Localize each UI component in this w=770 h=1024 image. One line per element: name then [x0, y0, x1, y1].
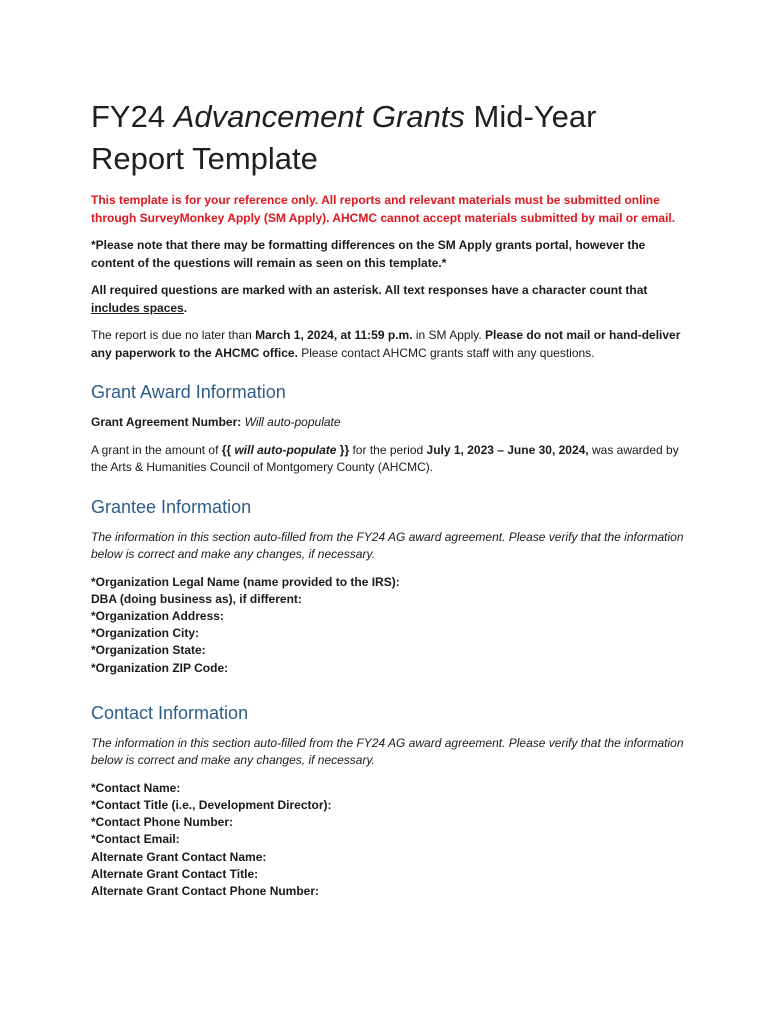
amount-brace-close: }}: [336, 442, 350, 457]
grant-agreement-line: [91, 414, 691, 432]
contact-field: *Contact Email:: [91, 832, 180, 847]
title-italic: Advancement Grants: [173, 99, 465, 134]
grantee-heading: Grantee Information: [91, 496, 252, 517]
required-note-text: All required questions are marked with an asterisk. All text responses have a character count that: [91, 283, 648, 297]
contact-field: Alternate Grant Contact Title:: [91, 866, 259, 881]
contact-field: *Contact Title (i.e., Development Director):: [91, 797, 332, 812]
contact-field: Alternate Grant Contact Phone Number:: [91, 883, 320, 898]
due-text-3: Please contact AHCMC grants staff with any questions.: [297, 345, 595, 360]
grantee-fields: [91, 574, 691, 677]
required-note-underlined: includes spaces: [91, 300, 184, 315]
contact-fields: [91, 780, 691, 900]
submission-notice: This template is for your reference only. All reports and relevant materials must be submitted online through SurveyMonkey Apply (SM Apply). AHCMC cannot accept materials submitted by mail or email.: [91, 193, 676, 225]
amount-brace-open: {{: [221, 442, 235, 457]
amount-period: July 1, 2023 – June 30, 2024,: [426, 442, 589, 457]
due-warning: Please do not mail or hand-deliver any paperwork to the AHCMC office.: [91, 328, 681, 360]
contact-intro: The information in this section auto-filled from the FY24 AG award agreement. Please verify that the information below is correct and make any changes, if necessary.: [91, 735, 684, 768]
title-suffix: Mid-Year Report Template: [91, 99, 597, 176]
required-note-end: .: [183, 300, 188, 315]
grantee-field: *Organization Address:: [91, 608, 224, 623]
grantee-field: *Organization Legal Name (name provided to the IRS):: [91, 574, 400, 589]
document-content: [91, 96, 691, 900]
due-text-1: The report is due no later than: [91, 328, 256, 342]
contact-field: *Contact Phone Number:: [91, 815, 234, 830]
contact-field: *Contact Name:: [91, 780, 181, 795]
grantee-field: *Organization State:: [91, 643, 206, 658]
amount-text-1: A grant in the amount of: [91, 442, 222, 457]
required-note: [91, 282, 691, 317]
grant-award-heading: Grant Award Information: [91, 382, 286, 402]
contact-field: Alternate Grant Contact Name:: [91, 849, 267, 864]
amount-text-2: for the period: [349, 442, 427, 457]
due-deadline: March 1, 2024, at 11:59 p.m.: [255, 328, 413, 342]
due-date-note: [91, 327, 691, 362]
grant-agreement-label: Grant Agreement Number:: [91, 415, 242, 429]
grantee-field: *Organization City:: [91, 626, 200, 641]
contact-heading: Contact Information: [91, 702, 249, 723]
grantee-field: DBA (doing business as), if different:: [91, 591, 302, 606]
amount-text-3: was awarded by the Arts & Humanities Council of Montgomery County (AHCMC).: [91, 442, 679, 474]
amount-placeholder: will auto-populate: [234, 442, 337, 457]
due-text-2: in SM Apply.: [412, 328, 486, 342]
page-title: [91, 96, 691, 180]
grantee-field: *Organization ZIP Code:: [91, 660, 229, 675]
grant-amount-text: [91, 442, 691, 477]
grant-agreement-value: Will auto-populate: [244, 415, 341, 429]
grantee-intro: The information in this section auto-filled from the FY24 AG award agreement. Please verify that the information below is correct and make any changes, if necessary.: [91, 529, 684, 561]
title-prefix: FY24: [91, 99, 174, 134]
formatting-note: *Please note that there may be formatting differences on the SM Apply grants portal, however the content of the questions will remain as seen on this template.*: [91, 238, 646, 270]
